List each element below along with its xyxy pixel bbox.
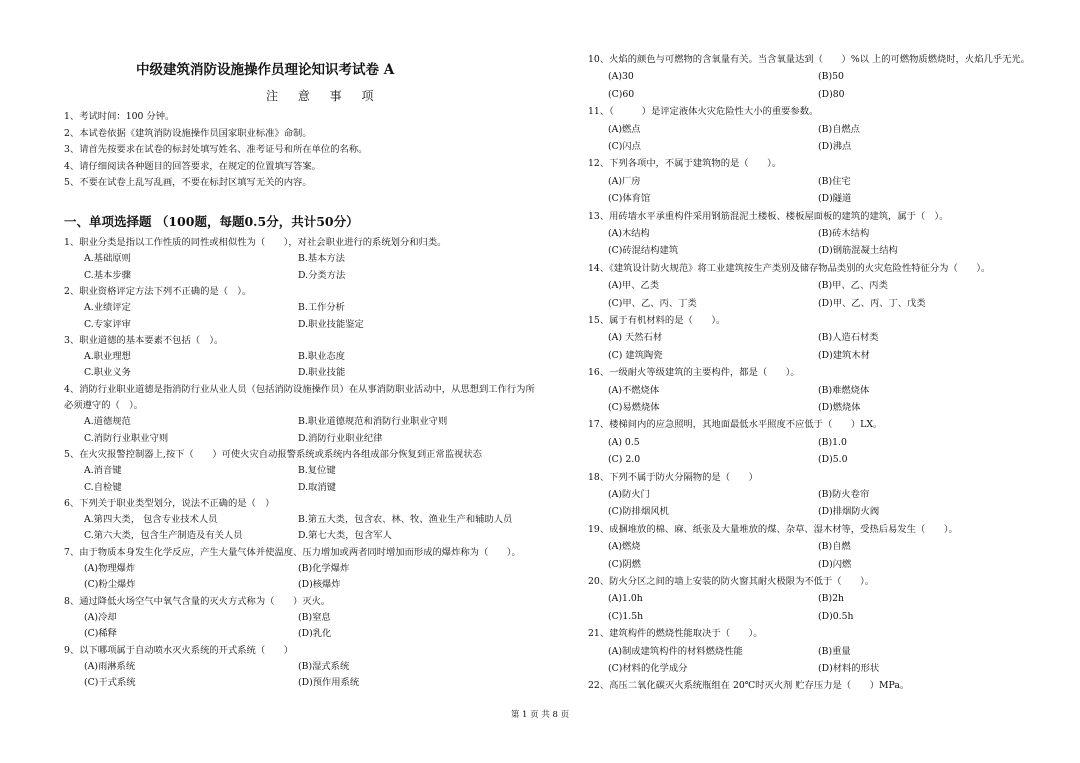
answer-option: (A)雨淋系统 <box>84 660 136 672</box>
answer-option: (B)化学爆炸 <box>298 563 350 574</box>
answer-option: (A)燃点 <box>608 123 641 135</box>
answer-option: (A)冷却 <box>84 611 117 623</box>
answer-option: (A)甲、乙类 <box>608 280 660 292</box>
answer-option: B.复位键 <box>298 465 336 477</box>
answer-option: (D)排烟防火阀 <box>818 506 880 518</box>
answer-option: (A) 天然石材 <box>608 332 663 344</box>
question-stem: 17、楼梯间内的应急照明，其地面最低水平照度不应低于（ ）LX。 <box>588 419 883 431</box>
question-stem: 13、用砖墙水平承重构件采用钢筋混泥土楼板、楼板屋面板的建筑的建筑，属于（ ）。 <box>588 210 949 222</box>
question-stem: 21、建筑构件的燃烧性能取决于（ ）。 <box>588 628 763 640</box>
answer-option: (B)50 <box>818 71 844 83</box>
answer-option: (B)湿式系统 <box>298 660 350 672</box>
answer-option: (A)燃烧 <box>608 541 641 553</box>
answer-option: (A)制成建筑构件的材料燃烧性能 <box>608 645 743 657</box>
question-stem: 10、火焰的颜色与可燃物的含氧量有关。当含氧量达到（ ）%以 上的可燃物质燃烧时，火焰几乎无光。 <box>588 54 1030 65</box>
question-stem: 11、（ ）是评定液体火灾危险性大小的重要参数。 <box>588 106 819 118</box>
answer-option: B.基本方法 <box>298 253 345 265</box>
answer-option: (C)阴燃 <box>608 558 641 570</box>
answer-option: (D)5.0 <box>818 454 848 466</box>
question-stem: 2、职业资格评定方法下列不正确的是（ ）。 <box>64 285 252 297</box>
answer-option: (C)防排烟风机 <box>608 506 669 518</box>
answer-option: (B)自燃 <box>818 541 851 553</box>
answer-option: (B)2h <box>818 593 844 605</box>
answer-option: (A) 0.5 <box>608 436 640 448</box>
answer-option: (B)重量 <box>818 645 851 657</box>
answer-option: (C)闪点 <box>608 141 641 152</box>
answer-option: (B)1.0 <box>818 436 847 448</box>
answer-option: C.消防行业职业守则 <box>84 432 169 444</box>
answer-option: (B)住宅 <box>818 175 851 187</box>
notice-item: 5、不要在试卷上乱写乱画，不要在标封区填写无关的内容。 <box>64 177 312 188</box>
answer-option: (D)燃烧体 <box>818 402 861 413</box>
answer-option: (C)1.5h <box>608 610 644 622</box>
answer-option: C.自检键 <box>84 481 122 493</box>
question-stem: 6、下列关于职业类型划分，说法不正确的是（ ） <box>64 497 275 509</box>
answer-option: D.取消键 <box>298 481 336 493</box>
answer-option: (A)1.0h <box>608 593 643 605</box>
answer-option: (D)0.5h <box>818 610 854 622</box>
question-stem: 5、在火灾报警控制器上,按下（ ）可使火灾自动报警系统或系统内各组成部分恢复到正常监视状态 <box>64 448 482 460</box>
answer-option: D.职业技能鉴定 <box>298 318 364 330</box>
answer-option: (D)建筑木材 <box>818 349 870 361</box>
answer-option: (A)30 <box>608 71 634 83</box>
notice-item: 1、考试时间：100 分钟。 <box>64 111 175 122</box>
answer-option: (B)防火卷帘 <box>818 489 870 500</box>
question-stem: 4、消防行业职业道德是指消防行业从业人员（包括消防设施操作员）在从事消防职业活动中，从思想到工作行为所 <box>64 383 535 395</box>
answer-option: C.第六大类，包含生产制造及有关人员 <box>84 530 243 542</box>
section-title: 一、单项选择题 （100题，每题0.5分，共计50分） <box>64 214 359 229</box>
question-stem: 18、下列不属于防火分隔物的是（ ） <box>588 471 758 483</box>
answer-option: (A)防火门 <box>608 489 650 500</box>
answer-option: A.道德规范 <box>84 416 131 428</box>
answer-option: (C)材料的化学成分 <box>608 663 688 674</box>
question-stem-continued: 必须遵守的（ ）。 <box>64 400 144 411</box>
answer-option: C.基本步骤 <box>84 269 131 281</box>
answer-option: D.第七大类，包含军人 <box>298 530 392 542</box>
answer-option: (C)甲、乙、丙、丁类 <box>608 297 697 309</box>
answer-option: (A)木结构 <box>608 228 650 239</box>
answer-option: (B)砖木结构 <box>818 228 870 239</box>
answer-option: (A)厂房 <box>608 175 641 187</box>
answer-option: (D)材料的形状 <box>818 663 880 674</box>
answer-option: (D)乳化 <box>298 628 332 640</box>
answer-option: A.职业理想 <box>84 351 131 363</box>
answer-option: (C) 建筑陶瓷 <box>608 349 663 361</box>
answer-option: (D)钢筋混凝土结构 <box>818 245 898 257</box>
answer-option: A.第四大类， 包含专业技术人员 <box>84 514 218 526</box>
answer-option: (C)易燃烧体 <box>608 402 660 413</box>
question-stem: 3、职业道德的基本要素不包括（ ）。 <box>64 334 224 346</box>
answer-option: (D)甲、乙、丙、丁、戊类 <box>818 297 926 309</box>
answer-option: C.专家评审 <box>84 318 131 330</box>
answer-option: (B)自燃点 <box>818 123 860 135</box>
question-stem: 19、成捆堆放的棉、麻、纸张及大量堆放的煤、杂草、湿木材等，受热后易发生（ ）。 <box>588 523 958 535</box>
answer-option: (B)窒息 <box>298 611 331 623</box>
answer-option: B.职业道德规范和消防行业职业守则 <box>298 416 448 428</box>
notice-heading: 注 意 事 项 <box>266 89 382 103</box>
answer-option: A.业绩评定 <box>84 302 131 314</box>
answer-option: (D)隧道 <box>818 193 852 205</box>
answer-option: (C)砖混结构建筑 <box>608 245 679 257</box>
question-stem: 8、通过降低火场空气中氧气含量的灭火方式称为（ ）灭火。 <box>64 595 331 607</box>
question-stem: 9、以下哪项属于自动喷水灭火系统的开式系统（ ） <box>64 644 294 656</box>
answer-option: (A)物理爆炸 <box>84 563 136 574</box>
question-stem: 20、防火分区之间的墙上安装的防火窗其耐火极限为不低于（ ）。 <box>588 576 875 587</box>
answer-option: A.消音键 <box>84 465 122 477</box>
answer-option: (B)甲、乙、丙类 <box>818 280 888 292</box>
answer-option: D.消防行业职业纪律 <box>298 432 383 444</box>
answer-option: (C)干式系统 <box>84 677 136 689</box>
answer-option: (C)60 <box>608 88 635 100</box>
question-stem: 14、《建筑设计防火规范》将工业建筑按生产类别及储存物品类别的火灾危险性特征分为（ ）。 <box>588 262 991 274</box>
answer-option: B.第五大类，包含农、林、牧、渔业生产和辅助人员 <box>298 514 513 526</box>
notice-item: 3、请首先按要求在试卷的标封处填写姓名、准考证号和所在单位的名称。 <box>64 144 368 155</box>
question-stem: 12、下列各项中，不属于建筑物的是（ ）。 <box>588 158 782 170</box>
answer-option: (C) 2.0 <box>608 454 641 466</box>
answer-option: D.分类方法 <box>298 269 346 281</box>
answer-option: A.基础原则 <box>84 253 131 265</box>
page-footer: 第 1 页 共 8 页 <box>510 710 570 720</box>
question-stem: 15、属于有机材料的是（ ）。 <box>588 315 726 326</box>
notice-item: 2、本试卷依据《建筑消防设施操作员国家职业标准》命制。 <box>64 127 312 139</box>
answer-option: (C)稀释 <box>84 628 117 640</box>
question-stem: 22、高压二氧化碳灭火系统瓶组在 20℃时灭火剂 贮存压力是（ ）MPa。 <box>588 680 910 692</box>
answer-option: (C)粉尘爆炸 <box>84 579 136 591</box>
answer-option: D.职业技能 <box>298 367 346 379</box>
answer-option: (A)不燃烧体 <box>608 384 660 396</box>
answer-option: (D)核爆炸 <box>298 579 341 591</box>
answer-option: (B)难燃烧体 <box>818 384 870 396</box>
answer-option: (D)预作用系统 <box>298 677 360 689</box>
question-stem: 16、一级耐火等级建筑的主要构件，都是（ ）。 <box>588 367 800 379</box>
answer-option: (C)体育馆 <box>608 193 651 205</box>
answer-option: (D)80 <box>818 88 845 100</box>
answer-option: B.职业态度 <box>298 351 345 363</box>
answer-option: (B)人造石材类 <box>818 332 879 344</box>
exam-title: 中级建筑消防设施操作员理论知识考试卷 A <box>136 62 395 78</box>
answer-option: B.工作分析 <box>298 302 345 314</box>
answer-option: (D)沸点 <box>818 141 852 152</box>
answer-option: C.职业义务 <box>84 367 131 379</box>
notice-item: 4、请仔细阅读各种题目的回答要求，在规定的位置填写答案。 <box>64 160 321 172</box>
question-stem: 1、职业分类是指以工作性质的同性或相似性为（ ），对社会职业进行的系统划分和归类。 <box>64 237 447 248</box>
answer-option: (D)闪燃 <box>818 558 852 570</box>
question-stem: 7、由于物质本身发生化学反应，产生大量气体并使温度、压力增加或两者同时增加而形成的爆炸称为（ ）。 <box>64 546 521 558</box>
